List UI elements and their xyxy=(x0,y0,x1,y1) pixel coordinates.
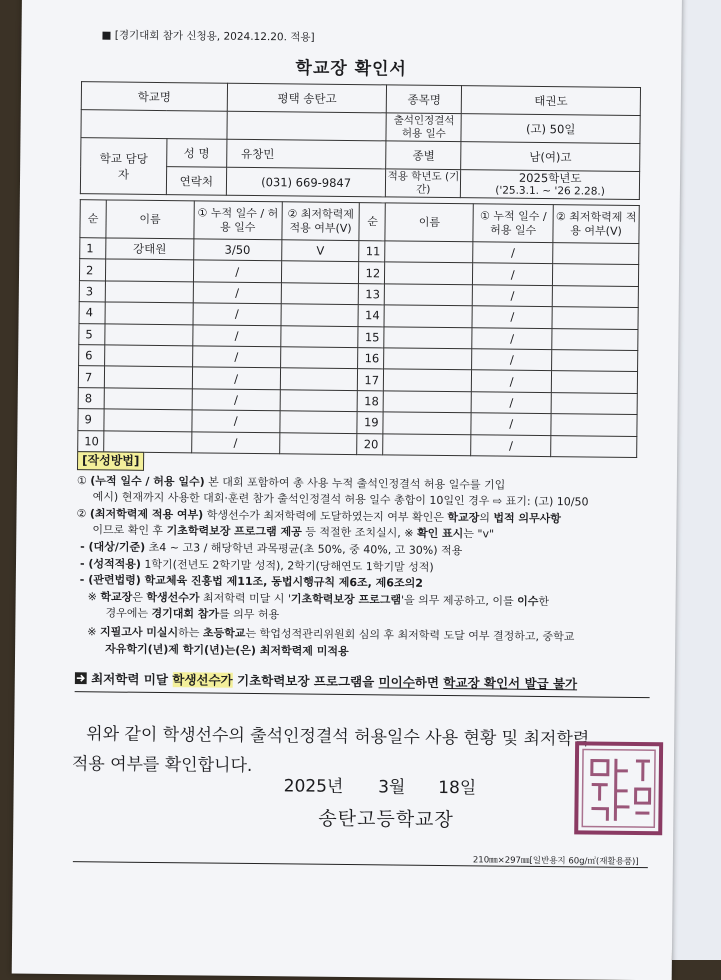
col-name: 이름 xyxy=(106,200,194,239)
row-number: 8 xyxy=(78,387,104,409)
arrow-box-icon xyxy=(75,672,87,684)
col-name: 이름 xyxy=(385,203,473,242)
name-value: 유창민 xyxy=(226,139,386,169)
row-number: 3 xyxy=(79,280,105,302)
item-emphasis: 학교장 xyxy=(447,510,480,525)
item-number: ① xyxy=(76,473,87,487)
note-text: 를 의무 허용 xyxy=(219,607,280,622)
student-name xyxy=(384,326,472,348)
min-cell xyxy=(552,307,638,329)
row-number: 2 xyxy=(79,259,105,281)
days-cell: / xyxy=(193,324,281,346)
row-number: 9 xyxy=(78,409,104,431)
col-num: 순 xyxy=(359,203,385,241)
instruction-note-2-cont: 자유학기(년)제 학기(년)는(은) 최저학력제 미적용 xyxy=(105,641,349,658)
student-name xyxy=(105,281,193,303)
min-cell xyxy=(553,243,639,265)
note-emphasis: 학교장 xyxy=(100,590,133,604)
col-num: 순 xyxy=(80,200,106,238)
school-label: 학교명 xyxy=(81,82,227,112)
min-cell: V xyxy=(281,240,359,262)
contact-label: 학교 담당자 xyxy=(80,138,166,195)
document-page xyxy=(12,0,682,980)
min-cell xyxy=(281,283,359,305)
event-label: 종목명 xyxy=(387,85,462,114)
item-emphasis: 확인 표시 xyxy=(416,527,464,541)
phone-label: 연락처 xyxy=(166,167,226,196)
days-cell: 3/50 xyxy=(193,239,281,261)
instructions-heading: [작성방법] xyxy=(77,451,145,470)
student-name xyxy=(384,305,472,327)
days-cell: / xyxy=(472,349,552,371)
event-value: 태권도 xyxy=(462,86,641,116)
days-cell: / xyxy=(191,431,279,453)
official-seal-icon xyxy=(573,740,664,836)
min-cell xyxy=(552,350,638,372)
notice-text: 하면 xyxy=(414,674,444,690)
min-cell xyxy=(551,435,637,457)
days-cell: / xyxy=(193,260,281,282)
note-text: 한 xyxy=(538,594,550,608)
row-number: 12 xyxy=(359,262,385,284)
item-title: (최저학력제 적용 여부) xyxy=(89,507,204,522)
document-title: 학교장 확인서 xyxy=(295,58,408,80)
sub-text: 초4 ~ 고3 / 해당학년 과목평균(초 50%, 중 40%, 고 30%) 적용 xyxy=(145,540,463,558)
item-emphasis: 법적 의무사항 xyxy=(493,511,562,525)
name-label: 성 명 xyxy=(167,139,227,168)
info-table xyxy=(80,81,641,200)
note-emphasis: 경기대회 참가 xyxy=(151,607,220,621)
item-title: (누적 일수 / 허용 일수) xyxy=(90,473,205,489)
date-day: 18일 xyxy=(438,777,477,799)
student-name xyxy=(384,391,472,413)
notice-text: 최저학력 미달 xyxy=(91,671,173,688)
item-number: ② xyxy=(76,506,87,521)
absence-label: 출석인정결석 허용 일수 xyxy=(386,113,461,142)
days-cell: / xyxy=(472,370,552,392)
item-text: 본 대회 포함하여 총 사용 누적 출석인정결석 허용 일수를 기입 xyxy=(204,475,506,492)
min-cell xyxy=(280,368,358,390)
notice-emphasis: 학생선수가 xyxy=(172,672,233,688)
col-days: ① 누적 일수 / 허용 일수 xyxy=(194,201,282,240)
student-name xyxy=(384,348,472,370)
period-value: ('25.3.1. ~ '26 2.28.) xyxy=(495,184,605,198)
min-cell xyxy=(281,261,359,283)
days-cell: / xyxy=(471,413,551,435)
roster-table xyxy=(77,199,640,458)
min-cell xyxy=(552,285,638,307)
note-mark: ※ xyxy=(87,625,101,639)
notice-text: 기초학력보장 프로그램 xyxy=(232,672,363,690)
min-cell xyxy=(551,392,637,414)
date-year: 2025년 xyxy=(283,776,344,797)
item-text: 이므로 확인 후 xyxy=(92,523,167,538)
student-name xyxy=(384,369,472,391)
student-name: 강태원 xyxy=(106,238,194,260)
note-emphasis: 학생선수가 xyxy=(146,590,200,605)
days-cell: / xyxy=(192,389,280,411)
note-emphasis: 이수 xyxy=(517,594,539,608)
min-cell xyxy=(280,390,358,412)
days-cell: / xyxy=(473,263,553,285)
days-cell: / xyxy=(193,282,281,304)
confirmation-line: 위와 같이 학생선수의 출석인정결석 허용일수 사용 현황 및 최저학력 xyxy=(86,724,590,750)
days-cell: / xyxy=(471,392,551,414)
days-cell: / xyxy=(472,306,552,328)
row-number: 16 xyxy=(358,348,384,370)
min-cell xyxy=(280,411,358,433)
gender-label: 종별 xyxy=(386,141,461,170)
days-cell: / xyxy=(193,303,281,325)
note-emphasis: 기초학력보장 프로그램 xyxy=(290,592,402,607)
note-text: 하는 xyxy=(178,626,204,640)
note-emphasis: 초등학교 xyxy=(202,626,246,640)
student-name xyxy=(104,409,192,431)
paper-size-note: 210㎜×297㎜[일반용지 60g/㎡(재활용품)] xyxy=(472,855,639,868)
col-min: ② 최저학력제 적용 여부(V) xyxy=(282,202,360,241)
student-name xyxy=(104,430,192,452)
issuance-notice xyxy=(75,669,578,692)
sub-text: 1학기(전년도 2학기말 성적), 2학기(당해연도 1학기말 성적) xyxy=(140,557,434,574)
item-text: 의 xyxy=(479,511,494,525)
note-text: '을 의무 제공하고, 이를 xyxy=(400,593,518,608)
sub-title: - (성적적용) xyxy=(79,556,142,571)
issue-date xyxy=(284,771,477,798)
note-text: 경우에는 xyxy=(105,606,152,621)
sub-title: - (대상/기준) xyxy=(80,540,146,554)
min-cell xyxy=(552,328,638,350)
row-number: 17 xyxy=(358,369,384,391)
student-name xyxy=(105,345,193,367)
item-text: 학생선수가 최저학력에 도달하였는지 여부 확인은 xyxy=(203,508,448,524)
days-cell: / xyxy=(471,434,551,456)
col-min: ② 최저학력제 적용 여부(V) xyxy=(553,205,639,244)
school-value: 평택 송탄고 xyxy=(227,83,387,113)
note-emphasis: 지필고사 미실시 xyxy=(99,625,179,640)
row-number: 1 xyxy=(80,238,106,260)
row-number: 18 xyxy=(358,390,384,412)
student-name xyxy=(104,388,192,410)
row-number: 10 xyxy=(78,430,104,452)
min-cell xyxy=(551,414,637,436)
row-number: 15 xyxy=(358,326,384,348)
days-cell: / xyxy=(192,367,280,389)
student-name xyxy=(105,323,193,345)
days-cell: / xyxy=(192,346,280,368)
note-mark: ※ xyxy=(87,590,101,604)
notice-text: 을 xyxy=(362,674,379,690)
row-number: 6 xyxy=(79,345,105,367)
instructions xyxy=(75,451,647,663)
item-text: 는 "v" xyxy=(463,527,495,541)
student-name xyxy=(385,241,473,263)
item-text: 등 적절한 조치실시, ※ xyxy=(301,525,418,541)
row-number: 13 xyxy=(359,283,385,305)
note-text: 는 학업성적관리위원회 심의 후 최저학력 도달 여부 결정하고, 중학교 xyxy=(245,626,575,644)
row-number: 19 xyxy=(357,412,383,434)
row-number: 5 xyxy=(79,323,105,345)
absence-value: (고) 50일 xyxy=(461,114,640,144)
min-cell xyxy=(553,264,639,286)
min-cell xyxy=(281,304,359,326)
year-label: 적용 학년도 (기간) xyxy=(386,169,461,198)
row-number: 20 xyxy=(357,433,383,455)
row-number: 11 xyxy=(359,241,385,263)
student-name xyxy=(383,433,471,455)
year-value: 2025학년도 xyxy=(518,170,582,185)
days-cell: / xyxy=(473,242,553,264)
student-name xyxy=(383,412,471,434)
student-name xyxy=(104,366,192,388)
student-name xyxy=(385,284,473,306)
student-name xyxy=(105,259,193,281)
min-cell xyxy=(551,371,637,393)
min-cell xyxy=(280,347,358,369)
row-number: 7 xyxy=(78,366,104,388)
row-number: 4 xyxy=(79,302,105,324)
header-note: ■ [경기대회 참가 신청용, 2024.12.20. 적용] xyxy=(101,29,315,44)
min-cell xyxy=(280,325,358,347)
notice-emphasis: 학교장 확인서 발급 불가 xyxy=(443,674,578,692)
sub-title: - (관련법령) xyxy=(79,573,141,587)
days-cell: / xyxy=(472,327,552,349)
date-month: 3월 xyxy=(378,777,406,798)
note-text: 은 xyxy=(132,590,147,604)
col-days: ① 누적 일수 / 허용 일수 xyxy=(473,204,553,243)
gender-value: 남(여)고 xyxy=(461,142,640,172)
min-cell xyxy=(279,432,357,454)
item-emphasis: 기초학력보장 프로그램 제공 xyxy=(166,524,302,539)
row-number: 14 xyxy=(358,305,384,327)
student-name xyxy=(385,262,473,284)
note-text: 최저학력 미달 시 ' xyxy=(199,591,291,606)
days-cell: / xyxy=(473,285,553,307)
student-name xyxy=(105,302,193,324)
notice-emphasis: 미이수 xyxy=(378,674,415,690)
phone-value: (031) 669-9847 xyxy=(226,167,386,197)
instruction-example: 예시) 현재까지 사용한 대회·훈련 참가 출석인정결석 허용 일수 총합이 10일인 경우 ⇨ 표기: (고) 10/50 xyxy=(92,490,589,509)
confirmation-line: 적용 여부를 확인합니다. xyxy=(71,754,253,776)
sub-text: 학교체육 진흥법 제11조, 동법시행규칙 제6조, 제6조의2 xyxy=(140,573,423,590)
issuer: 송탄고등학교장 xyxy=(318,807,454,832)
days-cell: / xyxy=(192,410,280,432)
